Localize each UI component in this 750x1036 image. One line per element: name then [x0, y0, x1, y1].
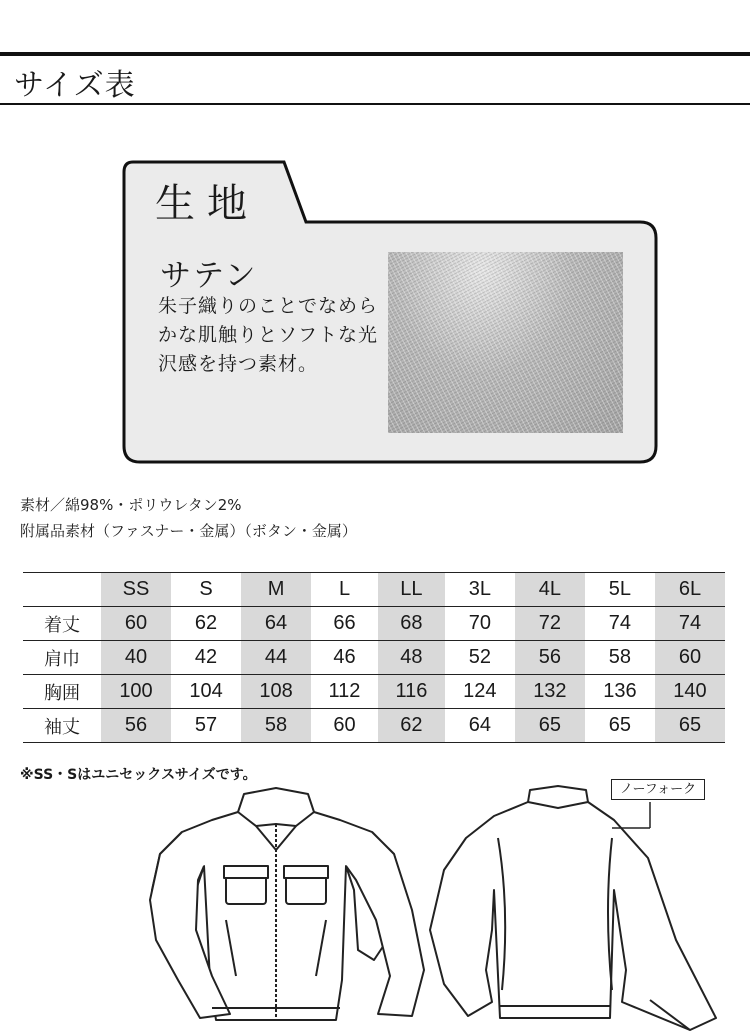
table-cell: 58 — [241, 709, 311, 743]
jacket-front-illustration — [150, 788, 424, 1020]
table-cell: 72 — [515, 607, 585, 641]
norfolk-callout-label: ノーフォーク — [611, 779, 705, 800]
size-column-header: 6L — [655, 573, 725, 607]
size-header-row — [23, 573, 725, 607]
title-rule — [0, 103, 750, 105]
size-column-header: 4L — [515, 573, 585, 607]
table-cell: 62 — [378, 709, 445, 743]
table-cell: 48 — [378, 641, 445, 675]
table-row — [23, 607, 725, 641]
table-row — [23, 675, 725, 709]
size-column-header: 3L — [445, 573, 515, 607]
table-cell: 57 — [171, 709, 241, 743]
table-cell: 136 — [585, 675, 655, 709]
row-label: 肩巾 — [23, 641, 101, 675]
row-label: 着丈 — [23, 607, 101, 641]
table-cell: 108 — [241, 675, 311, 709]
table-row — [23, 641, 725, 675]
table-cell: 116 — [378, 675, 445, 709]
table-cell: 112 — [311, 675, 378, 709]
material-info — [20, 492, 357, 544]
table-cell: 65 — [585, 709, 655, 743]
table-row — [23, 709, 725, 743]
table-cell: 42 — [171, 641, 241, 675]
jacket-diagram — [0, 780, 750, 1036]
table-cell: 44 — [241, 641, 311, 675]
table-cell: 60 — [311, 709, 378, 743]
table-cell: 70 — [445, 607, 515, 641]
table-cell: 60 — [655, 641, 725, 675]
corner-cell — [23, 573, 101, 607]
table-cell: 56 — [101, 709, 171, 743]
table-cell: 65 — [515, 709, 585, 743]
fabric-heading: 生地 — [155, 181, 259, 227]
size-column-header: LL — [378, 573, 445, 607]
table-cell: 46 — [311, 641, 378, 675]
table-cell: 65 — [655, 709, 725, 743]
table-cell: 52 — [445, 641, 515, 675]
table-cell: 104 — [171, 675, 241, 709]
size-column-header: 5L — [585, 573, 655, 607]
jacket-back-illustration — [430, 786, 716, 1030]
table-cell: 58 — [585, 641, 655, 675]
accessory-material-line: 附属品素材（ファスナー・金属）（ボタン・金属） — [20, 522, 357, 540]
table-cell: 68 — [378, 607, 445, 641]
table-cell: 62 — [171, 607, 241, 641]
table-cell: 56 — [515, 641, 585, 675]
size-column-header: S — [171, 573, 241, 607]
table-cell: 124 — [445, 675, 515, 709]
table-cell: 40 — [101, 641, 171, 675]
size-column-header: L — [311, 573, 378, 607]
size-column-header: M — [241, 573, 311, 607]
table-cell: 74 — [585, 607, 655, 641]
table-cell: 132 — [515, 675, 585, 709]
material-line: 素材／綿98%・ポリウレタン2% — [20, 496, 242, 514]
table-cell: 100 — [101, 675, 171, 709]
table-cell: 60 — [101, 607, 171, 641]
table-cell: 74 — [655, 607, 725, 641]
table-cell: 64 — [445, 709, 515, 743]
table-cell: 140 — [655, 675, 725, 709]
table-cell: 66 — [311, 607, 378, 641]
fabric-swatch-image — [388, 252, 623, 433]
size-column-header: SS — [101, 573, 171, 607]
fabric-name: サテン — [160, 258, 258, 294]
table-cell: 64 — [241, 607, 311, 641]
row-label: 袖丈 — [23, 709, 101, 743]
fabric-description: 朱子織りのことでなめらかな肌触りとソフトな光沢感を持つ素材。 — [158, 295, 379, 375]
size-table — [23, 572, 725, 743]
unisex-note: ※SS・Sはユニセックスサイズです。 — [20, 767, 257, 783]
row-label: 胸囲 — [23, 675, 101, 709]
page-title: サイズ表 — [14, 68, 136, 103]
top-rule — [0, 52, 750, 56]
